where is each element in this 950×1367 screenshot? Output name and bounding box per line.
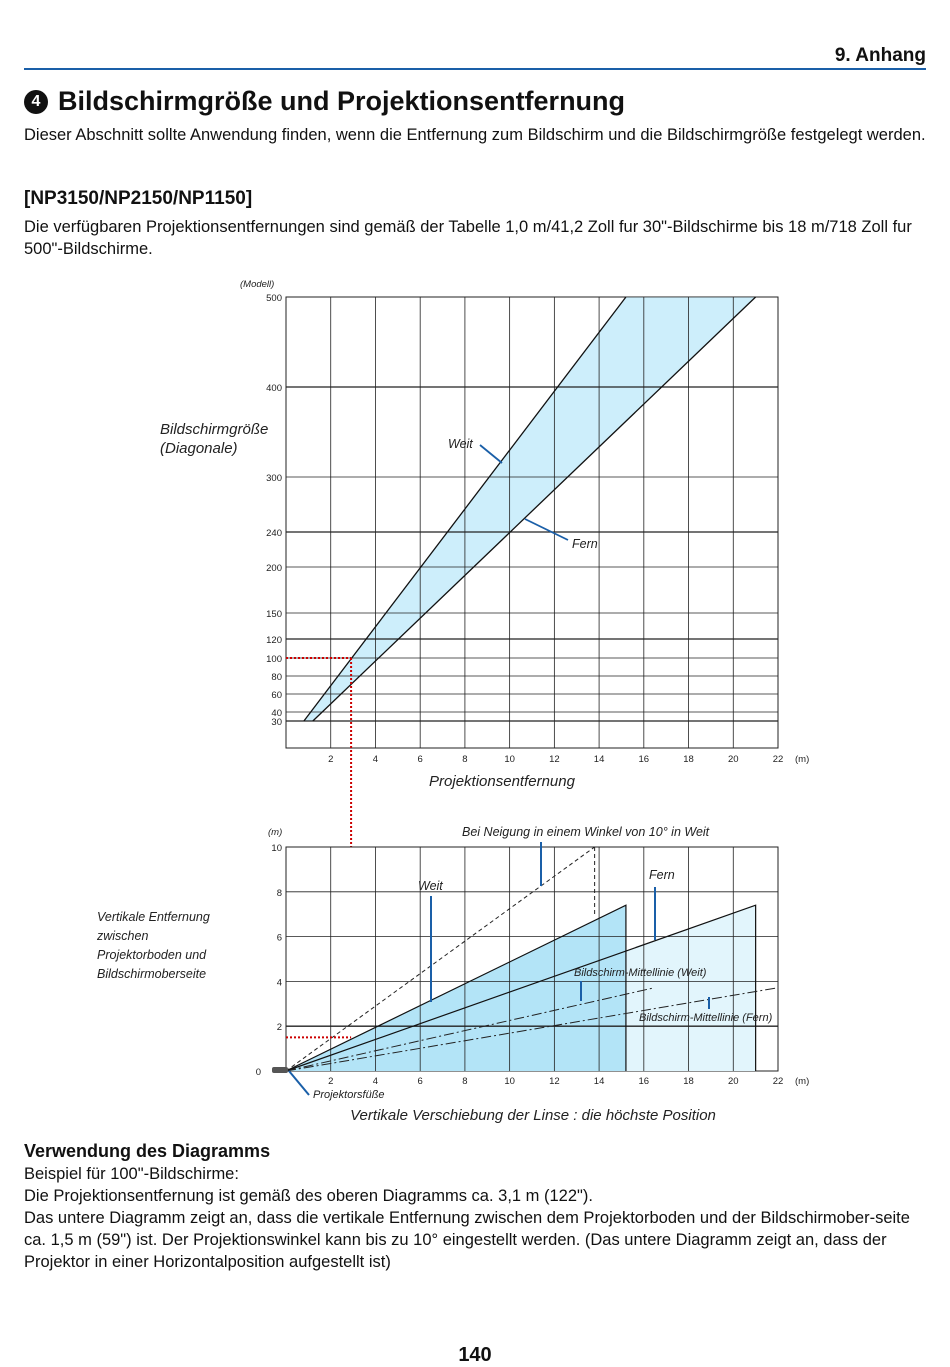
usage-line-1: Beispiel für 100"-Bildschirme: (24, 1165, 239, 1183)
lower-y-tick-10: 10 (271, 843, 282, 854)
section-title (24, 86, 625, 117)
usage-line-3: Das untere Diagramm zeigt an, dass die vertikale Entfernung zwischen dem Projektorboden und der Bildschirmober-seite ca. 1,5 m (59") ist. Der Projektionswinkel kann bis zu 10° eingestellt werden. (Das untere Diagramm zeigt an, dass der Projektor in einer Horizontalposition aufgestellt ist) (24, 1209, 910, 1271)
lower-x-tick-2: 2 (328, 1076, 334, 1087)
lower-y-tick-6: 6 (276, 932, 282, 944)
upper-x-tick-6: 6 (417, 754, 423, 765)
upper-x-axis-label: Projektionsentfernung (429, 773, 575, 790)
upper-y-tick-400: 400 (266, 383, 282, 394)
section-title-text: Bildschirmgröße und Projektionsentfernung (58, 86, 626, 116)
header-rule (24, 68, 926, 70)
lower-x-tick-6: 6 (417, 1076, 423, 1087)
lower-annotation-feet-pointer (289, 1071, 309, 1095)
lower-annotation-center-weit: Bildschirm-Mittellinie (Weit) (574, 967, 707, 979)
lower-annotation-weit: Weit (418, 879, 443, 893)
upper-y-axis-label-line-1: Bildschirmgröße (160, 421, 269, 438)
usage-heading: Verwendung des Diagramms (24, 1141, 271, 1161)
upper-x-tick-12: 12 (549, 754, 560, 765)
lower-y-axis-label-line-4: Bildschirmoberseite (97, 967, 207, 981)
lower-y-tick-8: 8 (276, 887, 282, 899)
upper-x-tick-14: 14 (593, 754, 605, 765)
lower-x-tick-14: 14 (593, 1076, 605, 1087)
lower-x-tick-16: 16 (638, 1076, 650, 1087)
upper-y-unit: (Modell) (240, 279, 275, 290)
lower-y-axis-label-line-2: zwischen (97, 929, 149, 943)
upper-x-tick-4: 4 (372, 754, 379, 765)
lower-y-tick-2: 2 (276, 1022, 282, 1034)
lower-annotation-center-fern: Bildschirm-Mittellinie (Fern) (639, 1012, 773, 1024)
upper-y-tick-240: 240 (266, 528, 282, 539)
model-paragraph: Die verfügbaren Projektionsentfernungen sind gemäß der Tabelle 1,0 m/41,2 Zoll fur 30"-Bildschirme bis 18 m/718 Zoll fur 500"-Bildschirme. (24, 218, 912, 258)
lower-x-tick-10: 10 (504, 1076, 515, 1087)
lower-y-unit: (m) (268, 827, 283, 838)
upper-x-tick-8: 8 (462, 754, 468, 765)
lower-x-axis-label: Vertikale Verschiebung der Linse : die höchste Position (350, 1107, 716, 1124)
upper-y-tick-150: 150 (266, 609, 282, 620)
lower-x-tick-20: 20 (727, 1076, 739, 1087)
upper-y-tick-80: 80 (271, 672, 282, 683)
upper-x-tick-16: 16 (638, 754, 650, 765)
upper-y-tick-120: 120 (266, 635, 282, 646)
lower-x-unit: (m) (795, 1076, 810, 1087)
upper-y-tick-40: 40 (271, 708, 282, 719)
projection-charts (0, 270, 950, 1130)
lower-y-axis-label-line-3: Projektorboden und (97, 948, 207, 962)
upper-x-tick-10: 10 (504, 754, 515, 765)
chapter-header: 9. Anhang (834, 45, 926, 66)
lower-annotation-tilt: Bei Neigung in einem Winkel von 10° in Weit (462, 825, 710, 839)
upper-x-tick-22: 22 (772, 754, 784, 765)
lower-x-tick-12: 12 (549, 1076, 560, 1087)
intro-paragraph: Dieser Abschnitt sollte Anwendung finden, wenn die Entfernung zum Bildschirm und die Bildschirmgröße festgelegt werden. (24, 126, 926, 144)
section-number-badge: 4 (24, 90, 48, 114)
upper-y-tick-60: 60 (271, 690, 282, 701)
upper-y-axis-label-line-2: (Diagonale) (160, 440, 238, 457)
upper-y-tick-100: 100 (266, 654, 282, 665)
lower-annotation-fern: Fern (649, 868, 675, 882)
upper-x-tick-20: 20 (727, 754, 739, 765)
usage-line-2: Die Projektionsentfernung ist gemäß des oberen Diagramms ca. 3,1 m (122"). (24, 1187, 593, 1205)
lower-x-tick-18: 18 (683, 1076, 694, 1087)
lower-y-tick-4: 4 (276, 977, 282, 989)
upper-y-tick-300: 300 (266, 473, 282, 484)
upper-x-tick-18: 18 (683, 754, 694, 765)
upper-annotation-fern: Fern (572, 537, 598, 551)
lower-y-axis-label-line-1: Vertikale Entfernung (97, 910, 210, 924)
lower-annotation-feet: Projektorsfüße (313, 1089, 385, 1101)
lower-y-tick-0: 0 (255, 1067, 261, 1078)
lower-x-tick-22: 22 (772, 1076, 784, 1087)
lower-x-tick-4: 4 (372, 1076, 379, 1087)
projector-icon (272, 1067, 288, 1073)
lower-x-tick-8: 8 (462, 1076, 468, 1087)
upper-y-tick-200: 200 (266, 563, 282, 574)
upper-y-tick-30: 30 (271, 717, 282, 728)
upper-y-tick-500: 500 (266, 293, 282, 304)
upper-annotation-weit: Weit (448, 437, 473, 451)
model-heading: [NP3150/NP2150/NP1150] (24, 188, 253, 209)
upper-x-tick-2: 2 (328, 754, 334, 765)
lower-chart (96, 825, 809, 1124)
upper-x-unit: (m) (795, 754, 810, 765)
page-number: 140 (458, 1344, 492, 1366)
